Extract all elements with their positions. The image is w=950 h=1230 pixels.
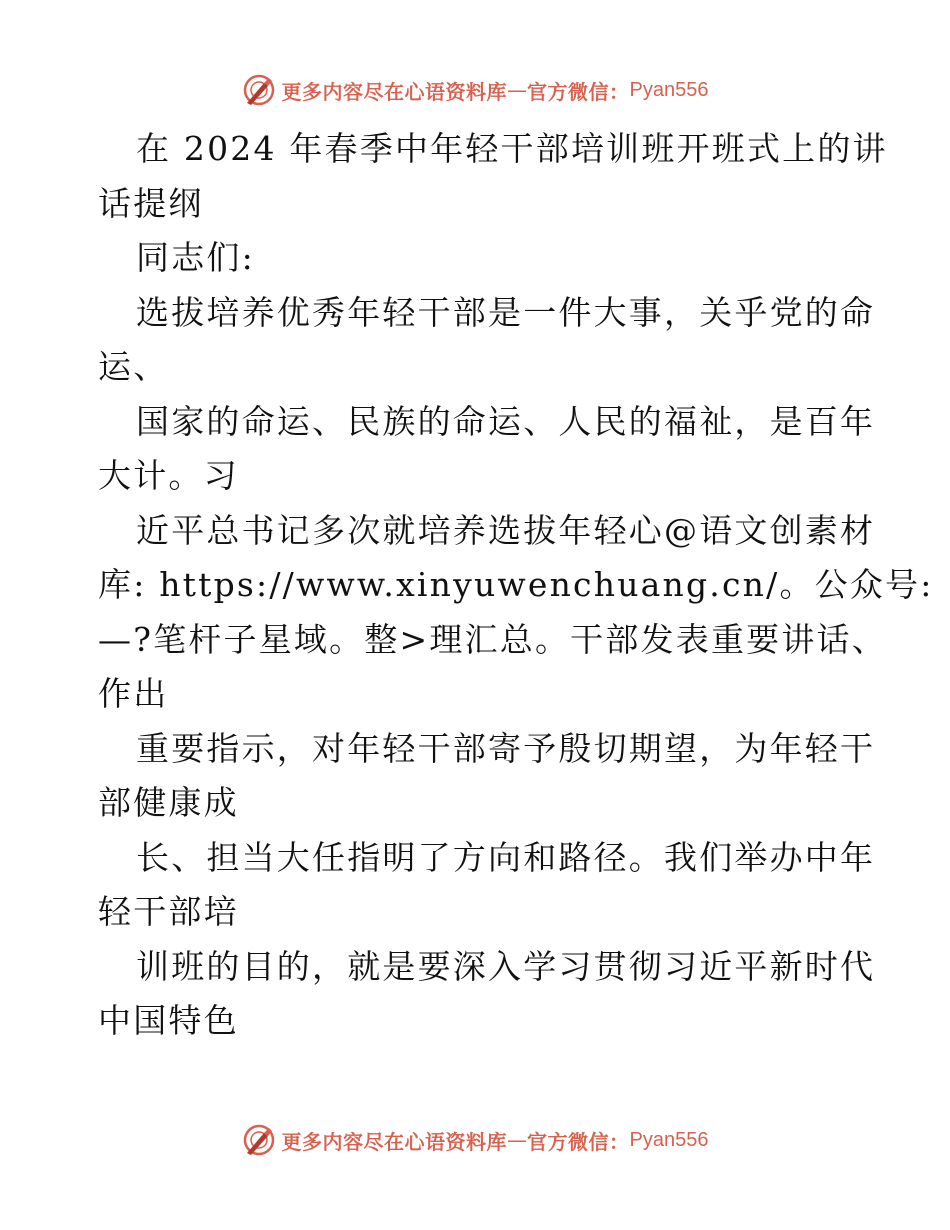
text-line: 近平总书记多次就培养选拔年轻心@语文创素材 <box>136 510 876 550</box>
document-title-line-2: 话提纲 <box>98 183 204 223</box>
text-line: 作出 <box>98 674 169 713</box>
text-line: 运、 <box>98 347 169 386</box>
text-line: 部健康成 <box>98 783 239 822</box>
footer-watermark <box>0 1122 950 1158</box>
watermark-title: 更多内容尽在心语资料库 <box>281 1129 508 1154</box>
watermark-wechat-label: 官方微信： <box>527 1129 630 1154</box>
document-title-line-1: 在 2024 年春季中年轻干部培训班开班式上的讲 <box>136 129 888 168</box>
text-line: 轻干部培 <box>98 892 239 931</box>
watermark-wechat-label: 官方微信： <box>527 79 630 104</box>
document-body <box>98 122 934 1049</box>
text-line: 国家的命运、民族的命运、人民的福祉，是百年 <box>136 401 876 441</box>
watermark-dash: — <box>507 1128 528 1152</box>
text-line: 中国特色 <box>98 1001 239 1040</box>
text-line: 训班的目的，就是要深入学习贯彻习近平新时代 <box>136 946 876 986</box>
watermark-wechat-id: Pyan556 <box>629 1128 709 1151</box>
text-line: 重要指示，对年轻干部寄予殷切期望，为年轻干 <box>136 728 876 768</box>
text-line-url: 库: https://www.xinyuwenchuang.cn/。公众号: <box>98 565 934 604</box>
watermark-title: 更多内容尽在心语资料库 <box>281 79 508 104</box>
pen-logo-icon <box>242 73 276 107</box>
watermark-wechat-id: Pyan556 <box>629 78 709 101</box>
pen-logo-icon <box>242 1123 276 1157</box>
text-line: 选拔培养优秀年轻干部是一件大事，关乎党的命 <box>136 292 876 332</box>
text-line: 大计。习 <box>98 456 239 495</box>
salutation: 同志们: <box>136 238 255 277</box>
watermark-dash: — <box>507 78 528 102</box>
text-line: —?笔杆子星域。整>理汇总。干部发表重要讲话、 <box>98 619 887 659</box>
text-line: 长、担当大任指明了方向和路径。我们举办中年 <box>136 837 876 877</box>
header-watermark <box>0 72 950 108</box>
